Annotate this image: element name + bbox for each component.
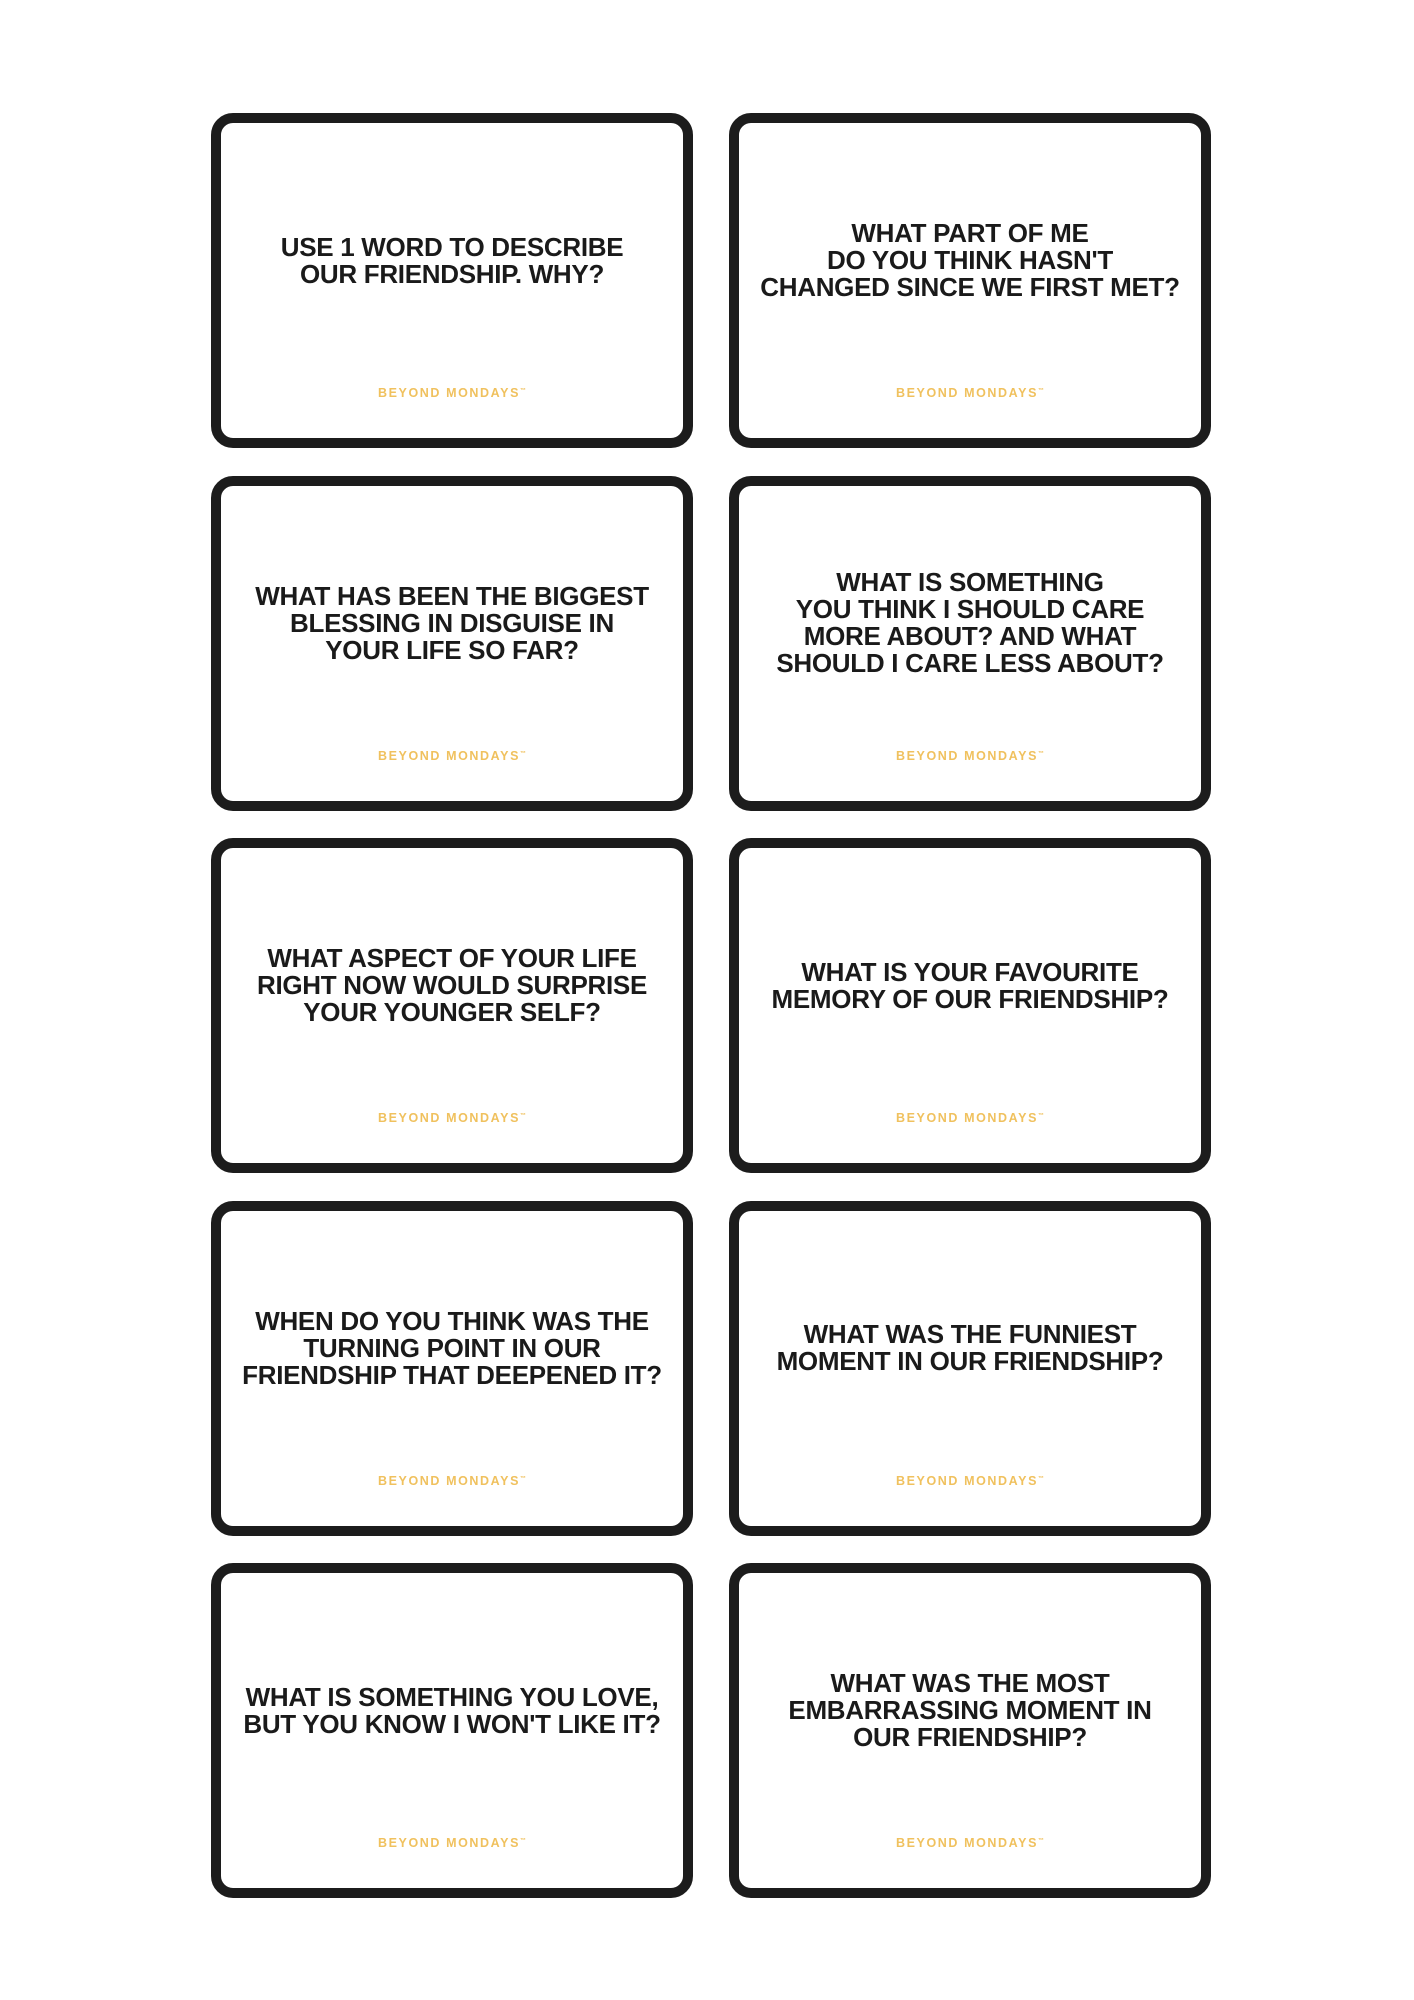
trademark-symbol: ™ xyxy=(1038,1112,1045,1119)
question-card xyxy=(729,113,1211,448)
question-card xyxy=(729,1563,1211,1898)
card-question: USE 1 WORD TO DESCRIBE OUR FRIENDSHIP. WHY? xyxy=(280,231,624,289)
trademark-symbol: ™ xyxy=(1038,387,1045,394)
question-card xyxy=(729,476,1211,811)
question-card xyxy=(729,838,1211,1173)
trademark-symbol: ™ xyxy=(520,1112,527,1119)
card-question: WHAT ASPECT OF YOUR LIFE RIGHT NOW WOULD SURPRISE YOUR YOUNGER SELF? xyxy=(256,943,647,1027)
brand-name: BEYOND MONDAYS xyxy=(377,1111,521,1125)
trademark-symbol: ™ xyxy=(1038,1475,1045,1482)
question-card xyxy=(211,1563,693,1898)
brand-name: BEYOND MONDAYS xyxy=(377,1473,521,1488)
card-question: WHAT PART OF ME DO YOU THINK HASN'T CHANGED SINCE WE FIRST MET? xyxy=(760,218,1180,302)
trademark-symbol: ™ xyxy=(520,1475,527,1482)
card-question: WHAT WAS THE FUNNIEST MOMENT IN OUR FRIENDSHIP? xyxy=(776,1319,1164,1376)
brand-footer xyxy=(739,1111,1201,1125)
question-card xyxy=(211,838,693,1173)
card-question: WHAT IS SOMETHING YOU LOVE, BUT YOU KNOW I WON'T LIKE IT? xyxy=(243,1681,661,1739)
brand-footer xyxy=(739,1474,1201,1488)
brand-footer xyxy=(739,386,1201,400)
brand-footer xyxy=(221,1474,683,1488)
question-card xyxy=(211,1201,693,1536)
brand-footer xyxy=(221,749,683,763)
trademark-symbol: ™ xyxy=(520,750,527,757)
brand-footer xyxy=(221,1836,683,1850)
brand-name: BEYOND MONDAYS xyxy=(895,386,1039,400)
question-card xyxy=(211,113,693,448)
brand-name: BEYOND MONDAYS xyxy=(377,748,521,763)
brand-name: BEYOND MONDAYS xyxy=(895,1473,1039,1488)
card-question: WHAT IS YOUR FAVOURITE MEMORY OF OUR FRIENDSHIP? xyxy=(771,956,1169,1014)
trademark-symbol: ™ xyxy=(1038,750,1045,757)
trademark-symbol: ™ xyxy=(1038,1837,1045,1844)
brand-footer xyxy=(739,749,1201,763)
question-card xyxy=(211,476,693,811)
brand-footer xyxy=(221,386,683,400)
brand-name: BEYOND MONDAYS xyxy=(895,748,1039,763)
card-question: WHAT HAS BEEN THE BIGGEST BLESSING IN DISGUISE IN YOUR LIFE SO FAR? xyxy=(255,580,649,665)
brand-name: BEYOND MONDAYS xyxy=(895,1111,1039,1125)
brand-footer xyxy=(739,1836,1201,1850)
trademark-symbol: ™ xyxy=(520,387,527,394)
brand-name: BEYOND MONDAYS xyxy=(377,386,521,400)
card-question: WHAT WAS THE MOST EMBARRASSING MOMENT IN OUR FRIENDSHIP? xyxy=(788,1668,1152,1752)
brand-name: BEYOND MONDAYS xyxy=(895,1836,1039,1850)
card-question: WHAT IS SOMETHING YOU THINK I SHOULD CARE MORE ABOUT? AND WHAT SHOULD I CARE LESS ABOUT? xyxy=(776,567,1164,678)
card-question: WHEN DO YOU THINK WAS THE TURNING POINT IN OUR FRIENDSHIP THAT DEEPENED IT? xyxy=(242,1305,662,1390)
question-card xyxy=(729,1201,1211,1536)
brand-footer xyxy=(221,1111,683,1125)
trademark-symbol: ™ xyxy=(520,1837,527,1844)
brand-name: BEYOND MONDAYS xyxy=(377,1836,521,1850)
